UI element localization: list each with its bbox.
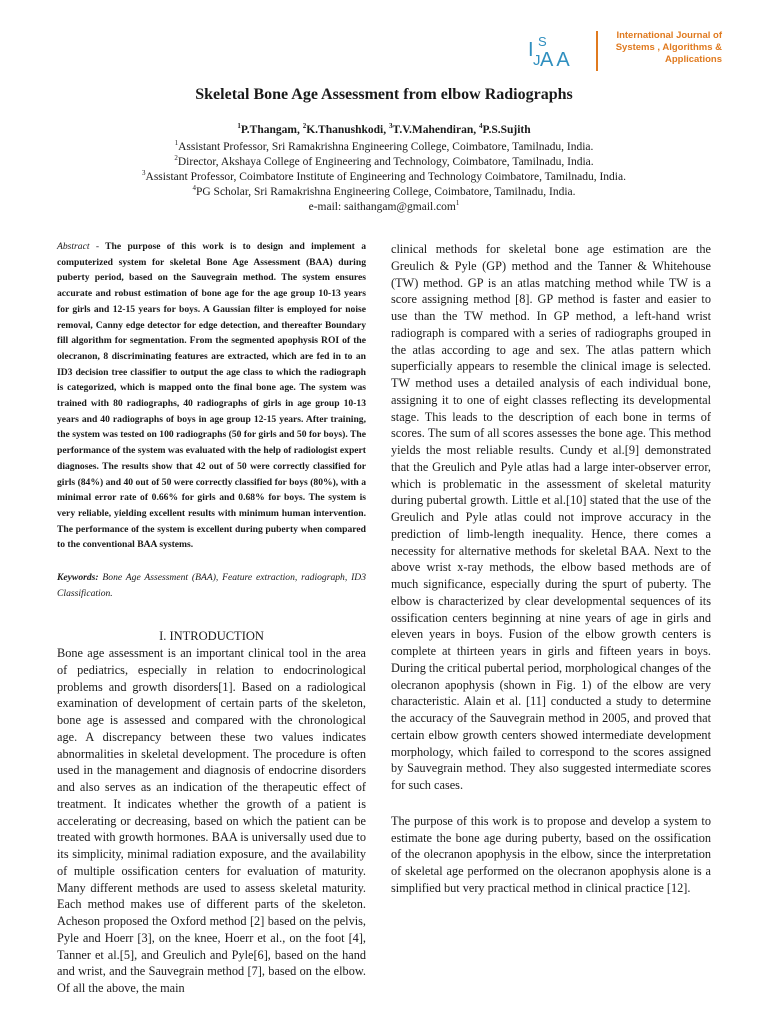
author	[303, 124, 389, 136]
journal-logo	[527, 28, 727, 74]
left-column	[57, 239, 366, 997]
keywords	[57, 570, 366, 601]
logo-divider	[596, 31, 598, 71]
email-line	[0, 200, 768, 215]
author	[389, 124, 479, 136]
journal-name-line: Systems , Algorithms &	[615, 42, 722, 53]
author-sup: 1	[237, 122, 241, 131]
affiliation-sup: 1	[174, 139, 179, 148]
affiliation	[0, 155, 768, 170]
author-sup: 3	[389, 122, 393, 131]
intro-paragraph: Bone age assessment is an important clinical tool in the area of pediatrics, especially in relation to endocrinological problems and growth disorders[1]. Based on a radiological examination of development of certain parts of the skeleton, bone age is assessed and compared with the chronological age. A discrepancy between these two values indicates abnormalities in skeletal development. The procedure is often used in the management and diagnosis of endocrine disorders and also serves as an indication of the therapeutic effect of treatment. It indicates whether the growth of a patient is accelerating or decreasing, based on which the patient can be treated with growth hormones. BAA is universally used due to its simplicity, minimal radiation exposure, and the availability of multiple ossification centers for evaluation of maturity. Many different methods are used to assess skeletal maturity. Each method makes use of different parts of the skeleton. Acheson proposed the Oxford method [2] based on the pelvis, Pyle and Hoerr [3], on the knee, Hoerr et al., on the foot [4], Tanner et al.[5], and Greulich and Pyle[6], based on the hand and wrist, and the Sauvegrain method [7], based on the elbow. Of all the above, the main	[57, 646, 366, 996]
affiliation-text: PG Scholar, Sri Ramakrishna Engineering College, Coimbatore, Tamilnadu, India.	[195, 186, 576, 198]
affiliation	[0, 170, 768, 185]
section-heading: I. INTRODUCTION	[159, 629, 264, 644]
ijsaa-logo-mark	[527, 32, 593, 72]
author-sup: 4	[479, 122, 483, 131]
affiliation-list	[0, 140, 768, 215]
affiliation	[0, 140, 768, 155]
keywords-text: Bone Age Assessment (BAA), Feature extraction, radiograph, ID3 Classification.	[57, 572, 366, 599]
logo-letter: I	[528, 39, 534, 61]
affiliation	[0, 185, 768, 200]
email-text: e-mail: saithangam@gmail.com	[308, 201, 456, 213]
keywords-label: Keywords:	[57, 572, 99, 584]
abstract	[57, 239, 366, 553]
intro-paragraph: The purpose of this work is to propose and develop a system to estimate the bone age during puberty, based on the ossification of the olecranon apophysis in the elbow, since the interpretation of skeletal age performed on the olecranon apophysis alone is a simplified but very practical method in clinical practice [12].	[391, 813, 711, 895]
author-sup: 2	[302, 122, 307, 131]
affiliation-sup: 3	[142, 169, 146, 178]
journal-name	[602, 30, 722, 66]
logo-letter: J	[533, 52, 541, 69]
journal-name-line: Applications	[664, 54, 722, 65]
abstract-text: The purpose of this work is to design and implement a computerized system for skeletal Bone Age Assessment (BAA) during puberty period, based on the Sauvegrain method. The system ensures accurate and robust estimation of bone age for the age group 10-13 years for girls and 12-15 years for boys. A Gaussian filter is employed for noise removal, Canny edge detector for edge detection, and thereafter Boundary fill algorithm for segmentation. From the segmented apophysis ROI of the olecranon, 8 discriminating features are extracted, which are fed in to an ID3 decision tree classifier to output the age class to which the radiograph is categorized, which is mapped onto the final bone age. The system was trained with 80 radiographs, 40 radiographs of girls in age group 10-13 years and 40 radiographs of boys in age group 12-15 years. After training, the system was tested on 100 radiographs (50 for girls and 50 for boys). The performance of the system was evaluated with the help of radiologist expert diagnoses. The results show that 42 out of 50 were correctly classified for girls (84%) and 40 out of 50 were correctly classified for boys (80%), with a minimal error rate of 0.66% for girls and 0.68% for boys. The system is very reliable, yielding excellent results with minimum human intervention. The performance of the system is excellent during puberty when compared to the conventional BAA systems.	[57, 241, 366, 551]
email-sup: 1	[455, 199, 460, 208]
logo-letter: AA	[540, 49, 573, 71]
author	[237, 124, 302, 136]
author-name: K.Thanushkodi,	[306, 124, 390, 136]
author	[479, 124, 531, 136]
paper-title: Skeletal Bone Age Assessment from elbow Radiographs	[195, 86, 573, 103]
affiliation-text: Assistant Professor, Sri Ramakrishna Engineering College, Coimbatore, Tamilnadu, India.	[178, 141, 594, 153]
author-name: T.V.Mahendiran,	[392, 124, 479, 136]
author-list	[0, 124, 768, 136]
right-column	[391, 241, 711, 897]
affiliation-text: Director, Akshaya College of Engineering and Technology, Coimbatore, Tamilnadu, India.	[177, 156, 594, 168]
author-name: P.S.Sujith	[482, 124, 531, 136]
affiliation-text: Assistant Professor, Coimbatore Institute of Engineering and Technology Coimbatore, Tamilnadu, India.	[145, 171, 626, 183]
abstract-label: Abstract -	[57, 241, 100, 252]
intro-paragraph: clinical methods for skeletal bone age estimation are the Greulich & Pyle (GP) method and the Tanner & Whitehouse (TW) method. GP is an atlas matching method while TW is a score assigning method [8]. GP method is faster and easier to use than the TW method. In GP method, a left-hand wrist radiograph is compared with a series of radiographs grouped in the atlas according to age and sex. The atlas pattern which superficially appears to resemble the clinical image is selected. TW method uses a detailed analysis of each individual bone, assigning it to one of eight classes reflecting its developmental stage. This leads to the description of each bone in terms of scores. The sum of all scores assesses the bone age. This method yields the most reliable results. Cundy et al.[9] demonstrated that the Greulich and Pyle atlas had a large inter-observer error, which is problematic in the assessment of skeletal maturity during pubertal growth. Little et al.[10] stated that the use of the Greulich and Pyle atlas could not improve accuracy in the prediction of limb-length inequality. Hence, there comes a necessity for alternative methods for skeletal BAA. Next to the above wrist x-ray methods, the elbow based methods are of much significance, especially during the spurt of puberty. The elbow is characterized by clear developmental sequences of its ossification centers beginning at nine years of age in girls and eleven years in boys. Fusion of the elbow growth centers is complete at thirteen years in girls and fifteen years in boys. During the critical pubertal period, morphological changes of the olecranon apophysis (shown in Fig. 1) of the elbow are very characteristic. Alain et al. [11] conducted a study to determine the accuracy of the Sauvegrain method in 2005, and proved that certain elbow growth centers showed intermediate development morphology, which failed to correspond to the scores assigned by Sauvegrain method. They also suggested intermediate scores for such cases.	[391, 242, 711, 792]
affiliation-sup: 2	[174, 154, 178, 163]
journal-name-line: International Journal of	[616, 30, 722, 41]
author-name: P.Thangam,	[240, 124, 303, 136]
affiliation-sup: 4	[192, 184, 196, 193]
logo-letter: S	[538, 34, 547, 49]
